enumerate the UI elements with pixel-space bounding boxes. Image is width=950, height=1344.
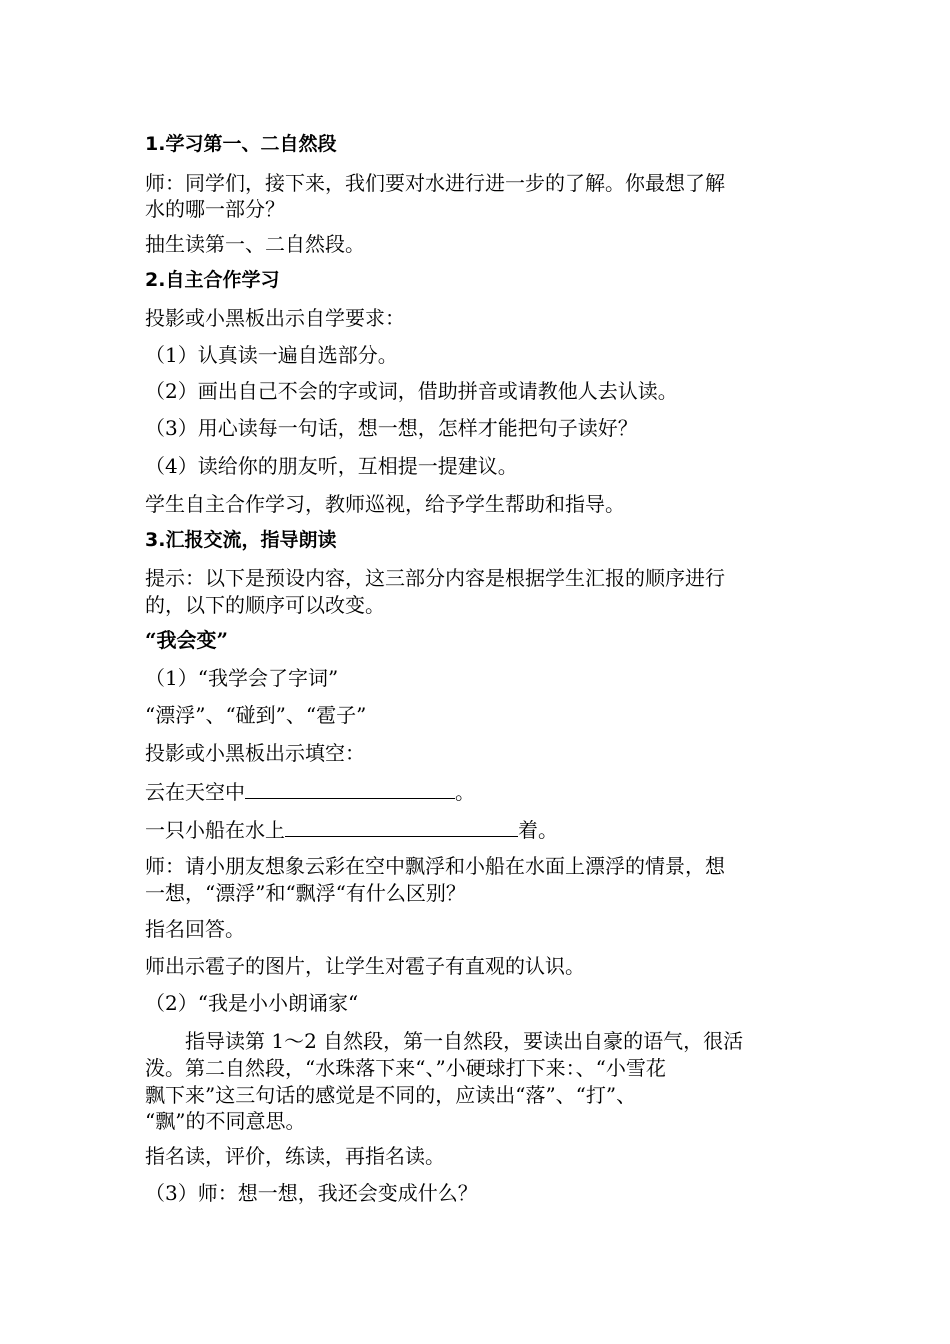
- list-item: （2）“我是小小朗诵家“: [145, 991, 359, 1015]
- fill-blank: [245, 778, 455, 799]
- document-page: [145, 0, 805, 1344]
- paragraph-line: 飘下来”这三句话的感觉是不同的，应读出“落”、“打”、: [145, 1083, 637, 1107]
- paragraph: 指名读，评价，练读，再指名读。: [145, 1144, 445, 1168]
- paragraph: 抽生读第一、二自然段。: [145, 232, 365, 256]
- paragraph-line: “飘”的不同意思。: [145, 1109, 306, 1133]
- sentence-text: 云在天空中: [145, 780, 245, 804]
- sentence-text: 一只小船在水上: [145, 818, 285, 842]
- list-item: （2）画出自己不会的字或词，借助拼音或请教他人去认读。: [145, 379, 678, 403]
- paragraph-line: 的，以下的顺序可以改变。: [145, 593, 385, 617]
- word-list: “漂浮”、“碰到”、“雹子”: [145, 703, 367, 727]
- sentence-text: 。: [455, 780, 475, 804]
- list-item: （4）读给你的朋友听，互相提一提建议。: [145, 454, 518, 478]
- paragraph-line: 提示：以下是预设内容，这三部分内容是根据学生汇报的顺序进行: [145, 566, 725, 590]
- subheading: “我会变”: [145, 628, 229, 652]
- fill-in-sentence-2: [145, 816, 558, 843]
- paragraph-line: 师：请小朋友想象云彩在空中飘浮和小船在水面上漂浮的情景，想: [145, 854, 725, 878]
- paragraph: 学生自主合作学习，教师巡视，给予学生帮助和指导。: [145, 492, 625, 516]
- paragraph-line: 师：同学们，接下来，我们要对水进行进一步的了解。你最想了解: [145, 171, 725, 195]
- paragraph-line: 水的哪一部分？: [145, 197, 285, 221]
- fill-blank: [285, 816, 518, 837]
- paragraph: 指名回答。: [145, 917, 245, 941]
- paragraph: 投影或小黑板出示自学要求：: [145, 306, 405, 330]
- section-heading-1: 1.学习第一、二自然段: [145, 133, 337, 155]
- paragraph-line: 泼。第二自然段，“水珠落下来“、”小硬球打下来：、“小雪花: [145, 1056, 666, 1080]
- fill-in-sentence-1: [145, 778, 475, 805]
- paragraph: 投影或小黑板出示填空：: [145, 741, 365, 765]
- section-heading-3: 3.汇报交流，指导朗读: [145, 529, 337, 551]
- paragraph-line: 一想，“漂浮”和“飘浮“有什么区别？: [145, 881, 466, 905]
- list-item: （1）“我学会了字词”: [145, 666, 339, 690]
- paragraph-line: 指导读第 1～2 自然段，第一自然段，要读出自豪的语气，很活: [185, 1029, 744, 1053]
- sentence-text: 着。: [518, 818, 558, 842]
- paragraph: 师出示雹子的图片，让学生对雹子有直观的认识。: [145, 954, 585, 978]
- list-item: （3）师：想一想，我还会变成什么？: [145, 1181, 478, 1205]
- list-item: （1）认真读一遍自选部分。: [145, 343, 398, 367]
- section-heading-2: 2.自主合作学习: [145, 269, 280, 291]
- list-item: （3）用心读每一句话，想一想，怎样才能把句子读好？: [145, 416, 638, 440]
